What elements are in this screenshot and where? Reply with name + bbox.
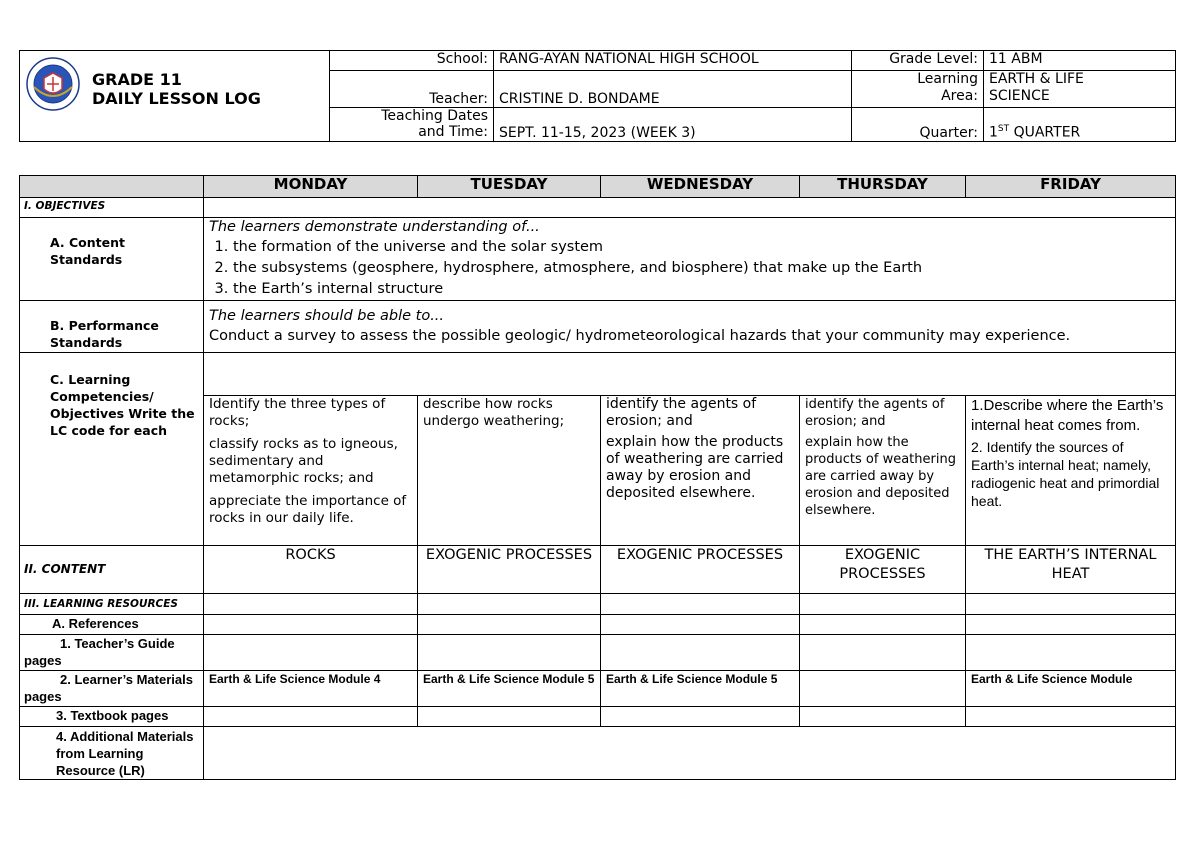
competency-monday — [204, 396, 418, 546]
references-label: A. References — [20, 615, 204, 635]
school-label: School: — [330, 51, 494, 71]
day-header-wednesday: WEDNESDAY — [601, 176, 800, 198]
objectives-empty — [204, 198, 1176, 218]
performance-intro: The learners should be able to... — [209, 308, 445, 324]
textbook-pages-label: 3. Textbook pages — [20, 707, 204, 727]
competency-text: 1.Describe where the Earth’s internal heat comes from. — [971, 397, 1164, 434]
learners-materials-wednesday: Earth & Life Science Module 5 — [601, 671, 800, 707]
teachers-guide-label: 1. Teacher’s Guide pages — [20, 635, 204, 671]
school-value: RANG-AYAN NATIONAL HIGH SCHOOL — [494, 51, 852, 71]
quarter-value — [984, 108, 1176, 142]
resource-cell — [800, 635, 966, 671]
learning-area-value — [984, 71, 1176, 108]
content-thursday: EXOGENIC PROCESSES — [800, 546, 966, 594]
competency-text: explain how the products of weathering are carried away by erosion and deposited elsewhere. — [805, 435, 956, 518]
content-tuesday: EXOGENIC PROCESSES — [418, 546, 601, 594]
resource-cell — [204, 594, 418, 615]
additional-materials-label: 4. Additional Materials from Learning Resource (LR) — [20, 727, 204, 780]
learning-area-label — [852, 71, 984, 108]
header-title-line2: DAILY LESSON LOG — [92, 89, 261, 108]
performance-standards-label: B. Performance Standards — [20, 301, 204, 353]
learners-materials-label: 2. Learner’s Materials pages — [20, 671, 204, 707]
competency-text: identify the agents of erosion; and — [606, 396, 757, 429]
resource-cell — [418, 635, 601, 671]
resource-cell — [966, 615, 1176, 635]
resource-cell — [800, 594, 966, 615]
competency-wednesday — [601, 396, 800, 546]
teacher-label: Teacher: — [330, 71, 494, 108]
resource-cell — [800, 615, 966, 635]
learning-resources-label: III. LEARNING RESOURCES — [20, 594, 204, 615]
teaching-dates-label-2: and Time: — [418, 124, 488, 140]
header-table — [19, 50, 1176, 142]
learning-area-label-2: Area: — [941, 88, 978, 104]
resource-cell — [418, 615, 601, 635]
resource-cell — [800, 707, 966, 727]
competency-text: describe how rocks undergo weathering; — [423, 396, 565, 429]
resource-cell — [418, 707, 601, 727]
learners-materials-tuesday: Earth & Life Science Module 5 — [418, 671, 601, 707]
competency-text: classify rocks as to igneous, sedimentary and metamorphic rocks; and — [209, 436, 398, 486]
resource-cell — [966, 707, 1176, 727]
competency-text: identify the agents of erosion; and — [805, 397, 945, 429]
competency-text: explain how the products of weathering are carried away by erosion and deposited elsewhere. — [606, 434, 784, 501]
resource-cell — [966, 635, 1176, 671]
day-header-monday: MONDAY — [204, 176, 418, 198]
content-friday: THE EARTH’S INTERNAL HEAT — [966, 546, 1176, 594]
additional-materials-value — [204, 727, 1176, 780]
header-title — [92, 70, 261, 108]
content-standards-item: 1. the formation of the universe and the solar system — [233, 237, 1170, 258]
content-standards-list — [209, 237, 1170, 300]
resource-cell — [601, 635, 800, 671]
competency-tuesday — [418, 396, 601, 546]
learning-area-value-2: SCIENCE — [989, 88, 1050, 104]
resource-cell — [601, 707, 800, 727]
header-logo-cell — [20, 51, 330, 142]
learners-materials-friday: Earth & Life Science Module — [966, 671, 1176, 707]
day-header-friday: FRIDAY — [966, 176, 1176, 198]
competency-text: appreciate the importance of rocks in our daily life. — [209, 493, 407, 526]
resource-cell — [204, 615, 418, 635]
day-header-tuesday: TUESDAY — [418, 176, 601, 198]
teaching-dates-value: SEPT. 11-15, 2023 (WEEK 3) — [494, 108, 852, 142]
resource-cell — [601, 615, 800, 635]
learning-area-label-1: Learning — [917, 71, 978, 87]
teaching-dates-label — [330, 108, 494, 142]
content-standards-label: A. Content Standards — [20, 218, 204, 301]
resource-cell — [418, 594, 601, 615]
learning-competencies-label: C. Learning Competencies/ Objectives Write the LC code for each — [20, 353, 204, 546]
deped-seal-icon — [26, 57, 80, 111]
learning-area-value-1: EARTH & LIFE — [989, 71, 1084, 87]
content-standards-intro: The learners demonstrate understanding of... — [209, 219, 540, 235]
quarter-text: QUARTER — [1009, 125, 1081, 141]
quarter-superscript: ST — [997, 124, 1010, 135]
content-standards-item: 2. the subsystems (geosphere, hydrosphere, atmosphere, and biosphere) that make up the Earth — [233, 258, 1170, 279]
corner-cell — [20, 176, 204, 198]
resource-cell — [966, 594, 1176, 615]
content-monday: ROCKS — [204, 546, 418, 594]
teacher-value: CRISTINE D. BONDAME — [494, 71, 852, 108]
quarter-label: Quarter: — [852, 108, 984, 142]
grade-level-label: Grade Level: — [852, 51, 984, 71]
resource-cell — [204, 635, 418, 671]
performance-statement: Conduct a survey to assess the possible geologic/ hydrometeorological hazards that your community may experience. — [209, 328, 1071, 344]
header-title-line1: GRADE 11 — [92, 70, 182, 89]
competency-text: 2. Identify the sources of Earth’s internal heat; namely, radiogenic heat and primordial heat. — [971, 439, 1160, 509]
performance-standards-text — [204, 301, 1176, 353]
competencies-empty-row — [204, 353, 1176, 396]
grade-level-value: 11 ABM — [984, 51, 1176, 71]
content-label: II. CONTENT — [20, 546, 204, 594]
content-standards-text — [204, 218, 1176, 301]
lesson-log-table — [19, 175, 1176, 780]
content-wednesday: EXOGENIC PROCESSES — [601, 546, 800, 594]
quarter-number: 1 — [989, 125, 998, 141]
day-header-thursday: THURSDAY — [800, 176, 966, 198]
learners-materials-monday: Earth & Life Science Module 4 — [204, 671, 418, 707]
resource-cell — [204, 707, 418, 727]
competency-thursday — [800, 396, 966, 546]
learners-materials-thursday — [800, 671, 966, 707]
teaching-dates-label-1: Teaching Dates — [381, 108, 488, 124]
objectives-label: I. OBJECTIVES — [20, 198, 204, 218]
content-standards-item: 3. the Earth’s internal structure — [233, 279, 1170, 300]
competency-friday — [966, 396, 1176, 546]
competency-text: Identify the three types of rocks; — [209, 396, 386, 429]
resource-cell — [601, 594, 800, 615]
